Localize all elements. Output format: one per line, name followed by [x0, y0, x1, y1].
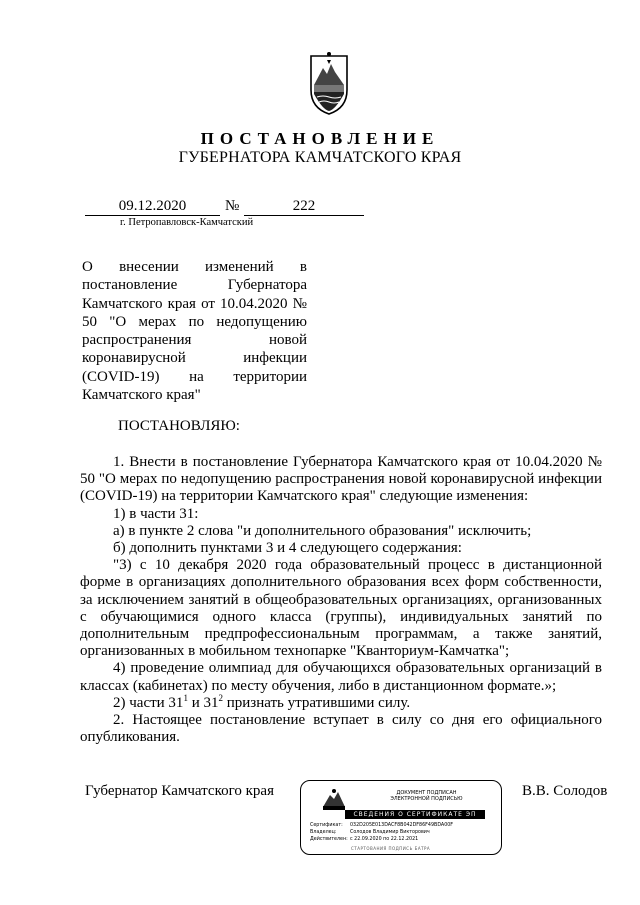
body-paragraph: 2. Настоящее постановление вступает в силу со дня его официального опубликования.	[80, 712, 602, 746]
decree-word: ПОСТАНОВЛЯЮ:	[118, 418, 240, 434]
body-text: признать утратившими силу.	[222, 694, 411, 711]
emblem-icon	[321, 787, 347, 811]
body-text: 2) части 31	[113, 694, 184, 711]
stamp-header-line: ДОКУМЕНТ ПОДПИСАН	[396, 790, 457, 796]
superscript: 1	[183, 692, 188, 703]
body-paragraph: а) в пункте 2 слова "и дополнительного образования" исключить;	[113, 522, 532, 539]
stamp-footer: СТАРТОВАНИЯ ПОДПИСЬ БАТРА	[351, 846, 431, 851]
document-number: 222	[244, 198, 364, 216]
signatory-position: Губернатор Камчатского края	[85, 783, 274, 799]
document-body	[80, 454, 602, 746]
body-paragraph: 4) проведение олимпиад для обучающихся образовательных организаций в классах (кабинетах) по месту обучения, либо в дистанционном формате.»;	[80, 660, 602, 694]
stamp-value: Солодов Владимир Викторович	[350, 830, 430, 835]
document-city: г. Петропавловск-Камчатский	[120, 217, 254, 228]
stamp-row	[310, 830, 430, 836]
document-title: ПОСТАНОВЛЕНИЕ	[200, 129, 440, 148]
document-subtitle: ГУБЕРНАТОРА КАМЧАТСКОГО КРАЯ	[178, 149, 462, 166]
stamp-value: с 22.09.2020 по 22.12.2021	[350, 837, 419, 842]
stamp-bar: СВЕДЕНИЯ О СЕРТИФИКАТЕ ЭП	[345, 810, 485, 819]
stamp-key: Сертификат:	[310, 823, 343, 828]
body-paragraph	[80, 692, 602, 712]
stamp-row	[310, 823, 453, 829]
stamp-value: 032D205E013DACF8B042DF86F49BDA00F	[350, 823, 454, 828]
stamp-header-line: ЭЛЕКТРОННОЙ ПОДПИСЬЮ	[390, 796, 463, 802]
document-subject: О внесении изменений в постановление Губернатора Камчатского края от 10.04.2020 № 50 "О мерах по недопущению распространения новой коронавирусной инфекции (COVID-19) на территории Камчатского края"	[82, 259, 307, 404]
number-sign: №	[225, 198, 240, 214]
coat-of-arms-icon	[305, 50, 353, 116]
body-paragraph: "3) с 10 декабря 2020 года образовательный процесс в дистанционной форме в организациях дополнительного образования всех форм собственности, за исключением занятий в общеобразовательных организациях, организованных с обучающимися одного класса (группы), индивидуальных занятий по дополнительным предпрофессиональным программам, а также занятий, организованных в мобильном технопарке "Кванториум-Камчатка";	[80, 557, 602, 660]
document-date: 09.12.2020	[85, 198, 220, 216]
body-paragraph: б) дополнить пунктами 3 и 4 следующего содержания:	[113, 540, 462, 557]
signatory-name: В.В. Солодов	[522, 783, 608, 799]
body-paragraph: 1. Внести в постановление Губернатора Камчатского края от 10.04.2020 № 50 "О мерах по недопущению распространения новой коронавирусной инфекции (COVID-19) на территории Камчатского края" следующие изменения:	[80, 454, 602, 505]
stamp-key: Действителен:	[310, 837, 348, 842]
stamp-row	[310, 837, 418, 843]
body-paragraph: 1) в части 31:	[113, 505, 199, 522]
stamp-header	[359, 790, 494, 802]
electronic-signature-stamp	[300, 780, 502, 855]
stamp-key: Владелец:	[310, 830, 337, 835]
superscript: 2	[218, 692, 223, 703]
body-text: и 31	[187, 694, 219, 711]
